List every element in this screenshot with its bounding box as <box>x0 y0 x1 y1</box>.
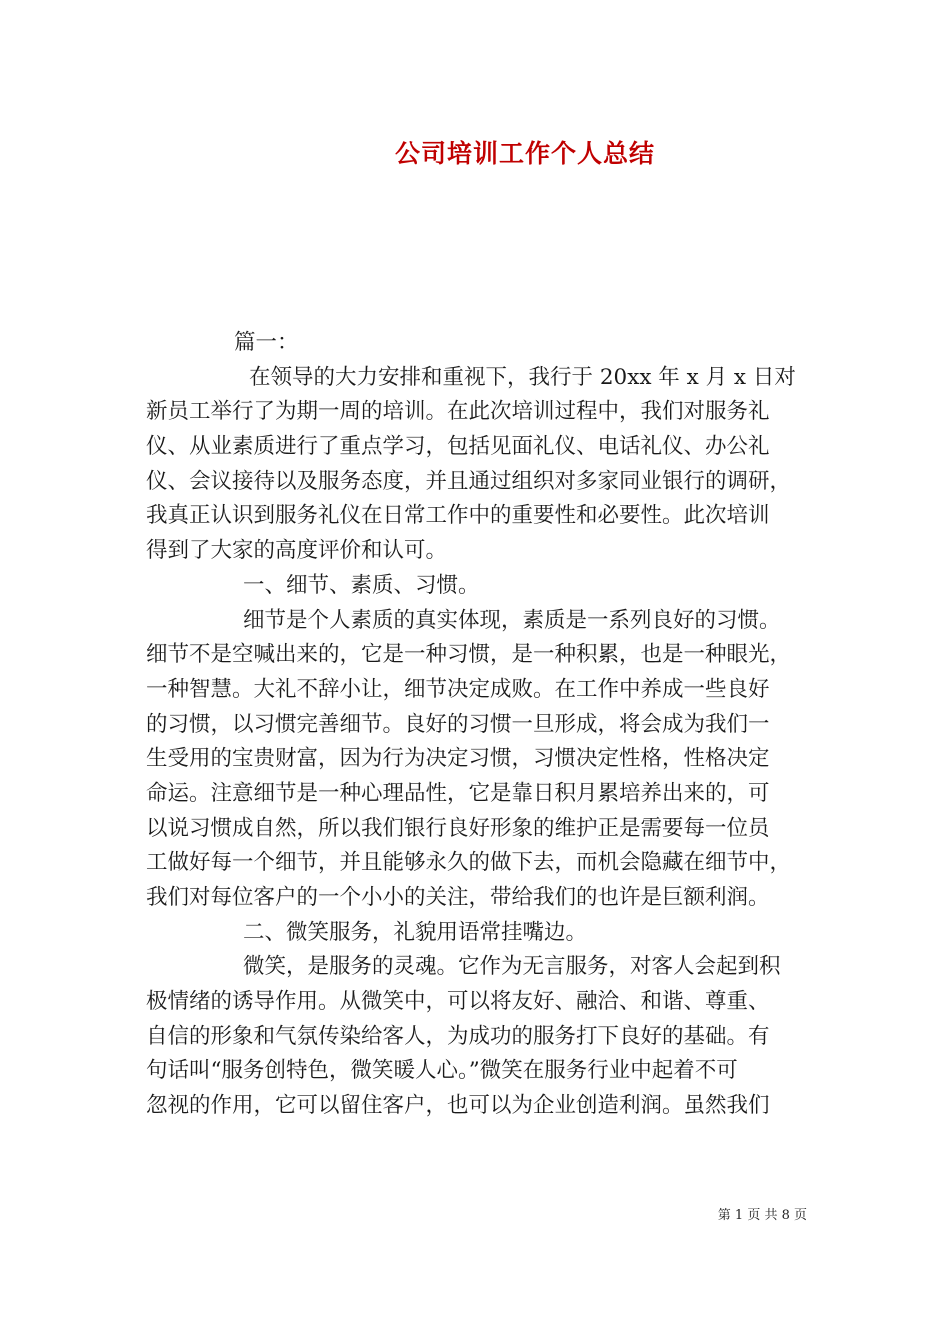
section-label: 篇一： <box>234 330 299 355</box>
paragraph-line: 一种智慧。大礼不辞小让，细节决定成败。在工作中养成一些良好 <box>146 676 770 702</box>
paragraph-line: 以说习惯成自然，所以我们银行良好形象的维护正是需要每一位员 <box>146 815 770 841</box>
paragraph-line: 仪、会议接待以及服务态度，并且通过组织对多家同业银行的调研， <box>146 468 792 494</box>
paragraph-line: 新员工举行了为期一周的培训。在此次培训过程中，我们对服务礼 <box>146 399 770 425</box>
page-number: 第 1 页 共 8 页 <box>717 1208 807 1223</box>
section-heading: 一、细节、素质、习惯。 <box>243 572 480 598</box>
paragraph-line: 命运。注意细节是一种心理品性，它是靠日积月累培养出来的，可 <box>146 780 770 806</box>
paragraph-line: 生受用的宝贵财富，因为行为决定习惯，习惯决定性格，性格决定 <box>146 746 770 772</box>
paragraph-line: 我真正认识到服务礼仪在日常工作中的重要性和必要性。此次培训 <box>146 503 770 529</box>
paragraph-line: 得到了大家的高度评价和认可。 <box>146 538 448 564</box>
paragraph-line: 我们对每位客户的一个小小的关注，带给我们的也许是巨额利润。 <box>146 885 770 910</box>
paragraph-line: 的习惯，以习惯完善细节。良好的习惯一旦形成，将会成为我们一 <box>146 711 770 737</box>
paragraph-line: 忽视的作用，它可以留住客户，也可以为企业创造利润。虽然我们 <box>146 1093 770 1119</box>
paragraph-line: 句话叫“服务创特色，微笑暖人心。”微笑在服务行业中起着不可 <box>146 1058 738 1084</box>
paragraph-line: 自信的形象和气氛传染给客人，为成功的服务打下良好的基础。有 <box>146 1023 770 1049</box>
paragraph-line: 微笑，是服务的灵魂。它作为无言服务，对客人会起到积 <box>243 954 781 980</box>
paragraph-line: 细节是个人素质的真实体现，素质是一系列良好的习惯。 <box>243 607 781 633</box>
paragraph-line: 极情绪的诱导作用。从微笑中，可以将友好、融洽、和谐、尊重、 <box>146 989 770 1015</box>
document-title: 公司培训工作个人总结 <box>394 139 655 168</box>
document-body <box>146 326 826 1124</box>
paragraph-line: 细节不是空喊出来的，它是一种习惯，是一种积累，也是一种眼光， <box>146 642 792 668</box>
paragraph-line: 在领导的大力安排和重视下，我行于 20xx 年 x 月 x 日对 <box>249 364 796 390</box>
paragraph-line: 工做好每一个细节，并且能够永久的做下去，而机会隐藏在细节中， <box>146 850 792 876</box>
paragraph-line: 仪、从业素质进行了重点学习，包括见面礼仪、电话礼仪、办公礼 <box>146 434 770 460</box>
section-heading: 二、微笑服务，礼貌用语常挂嘴边。 <box>243 919 588 945</box>
